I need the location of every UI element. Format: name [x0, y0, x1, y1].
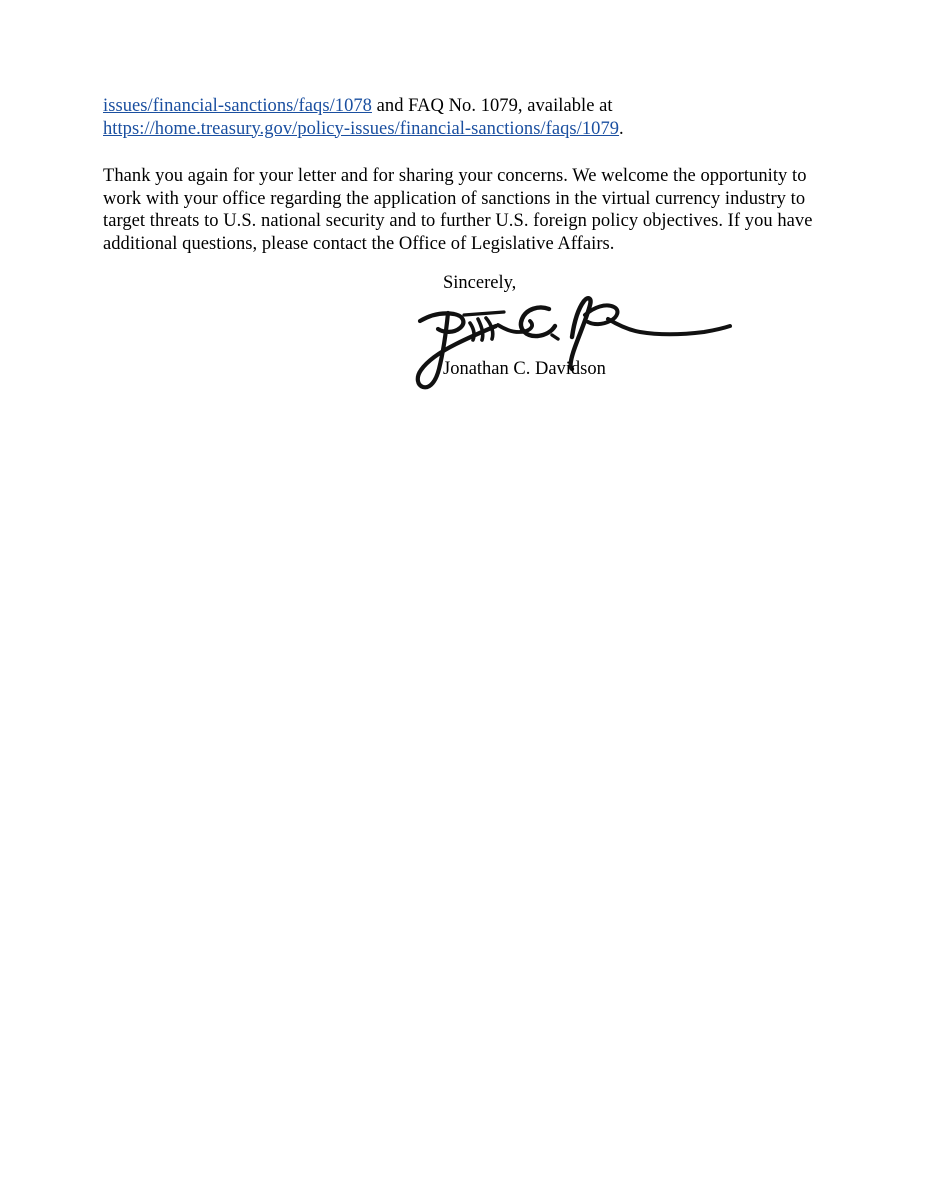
- closing-block: [443, 272, 863, 294]
- signer-name: Jonathan C. Davidson: [443, 359, 606, 379]
- paragraph-spacer: [103, 140, 833, 165]
- reference-mid-text: and FAQ No. 1079, available at: [371, 96, 613, 116]
- sincerely-line: Sincerely,: [443, 273, 517, 293]
- reference-end-text: .: [619, 118, 624, 139]
- reference-paragraph: [103, 95, 833, 140]
- document-body: [103, 95, 833, 256]
- closing-paragraph: Thank you again for your letter and for sharing your concerns. We welcome the opportunity to work with your office regarding the application of sanctions in the virtual currency industry to target threats to U.S. national security and to further U.S. foreign policy objectives. If you have additional questions, please contact the Office of Legislative Affairs.: [103, 166, 813, 254]
- faq-1078-link[interactable]: issues/financial-sanctions/faqs/1078: [103, 96, 372, 116]
- faq-1079-link[interactable]: https://home.treasury.gov/policy-issues/financial-sanctions/faqs/1079: [103, 118, 620, 139]
